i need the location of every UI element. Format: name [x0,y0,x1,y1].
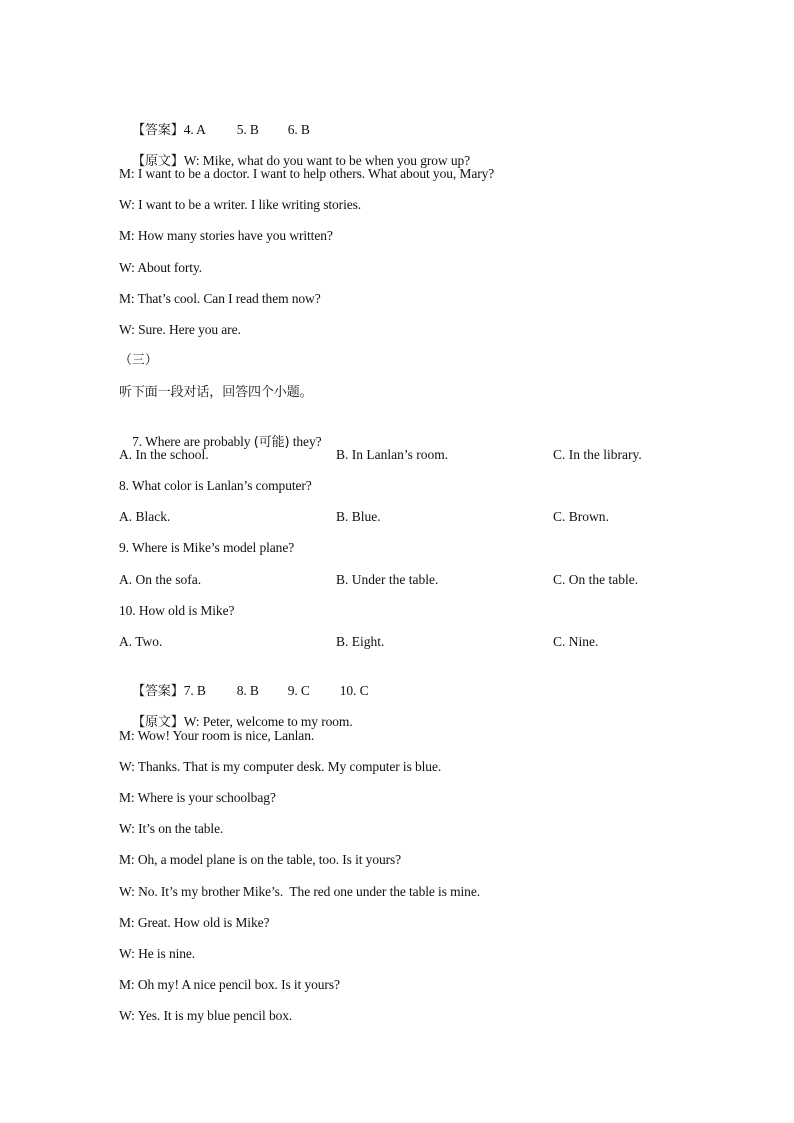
dialogue-line: M: That’s cool. Can I read them now? [119,291,321,306]
dialogue-line: W: It’s on the table. [119,821,224,836]
question-options [119,633,679,651]
answer-item: 7. B [183,683,206,698]
section-heading: （三） [119,353,158,368]
option-b: B. Eight. [336,634,385,649]
question-text: 7. Where are probably [132,434,254,449]
dialogue-line: M: Great. How old is Mike? [119,915,270,930]
dialogue-line: W: About forty. [119,260,202,275]
dialogue-line: M: How many stories have you written? [119,228,333,243]
dialogue-line: W: Sure. Here you are. [119,322,241,337]
answer-item: 6. B [287,122,310,137]
question-gloss: (可能) [253,435,290,450]
transcript-tag: 【原文】 [132,154,184,169]
dialogue-line: W: Yes. It is my blue pencil box. [119,1008,293,1023]
answer-item: 10. C [339,683,369,698]
answer-tag: 【答案】 [132,684,184,699]
dialogue-line: W: Thanks. That is my computer desk. My computer is blue. [119,759,442,774]
option-b: B. Blue. [336,509,381,524]
dialogue-line: M: Wow! Your room is nice, Lanlan. [119,728,315,743]
option-a: A. Two. [119,634,163,649]
transcript-tag: 【原文】 [132,715,184,730]
answer-item: 5. B [236,122,259,137]
answer-tag: 【答案】 [132,123,184,138]
question-prompt: 10. How old is Mike? [119,603,235,618]
dialogue-line: W: I want to be a writer. I like writing stories. [119,197,362,212]
option-c: C. Nine. [553,634,599,649]
dialogue-line: W: Mike, what do you want to be when you grow up? [183,153,471,168]
dialogue-line: M: Where is your schoolbag? [119,790,276,805]
question-prompt: 9. Where is Mike’s model plane? [119,540,295,555]
dialogue-line: W: No. It’s my brother Mike’s. The red one under the table is mine. [119,884,480,899]
dialogue-line: M: Oh my! A nice pencil box. Is it yours? [119,977,340,992]
section-instruction: 听下面一段对话，回答四个小题。 [119,385,313,400]
option-c: C. In the library. [553,447,642,462]
answer-item: 4. A [183,122,206,137]
option-c: C. Brown. [553,509,609,524]
option-c: C. On the table. [553,572,639,587]
question-options [119,571,679,589]
dialogue-line: M: Oh, a model plane is on the table, too. Is it yours? [119,852,402,867]
answer-item: 9. C [287,683,310,698]
option-a: A. In the school. [119,447,209,462]
option-b: B. In Lanlan’s room. [336,447,449,462]
answer-item: 8. B [236,683,259,698]
option-a: A. On the sofa. [119,572,202,587]
option-b: B. Under the table. [336,572,439,587]
dialogue-line: W: He is nine. [119,946,196,961]
dialogue-line: W: Peter, welcome to my room. [183,714,353,729]
dialogue-line: M: I want to be a doctor. I want to help others. What about you, Mary? [119,166,495,181]
option-a: A. Black. [119,509,171,524]
question-prompt: 8. What color is Lanlan’s computer? [119,478,312,493]
question-text: they? [289,434,322,449]
question-options [119,508,679,526]
question-options [119,446,679,464]
